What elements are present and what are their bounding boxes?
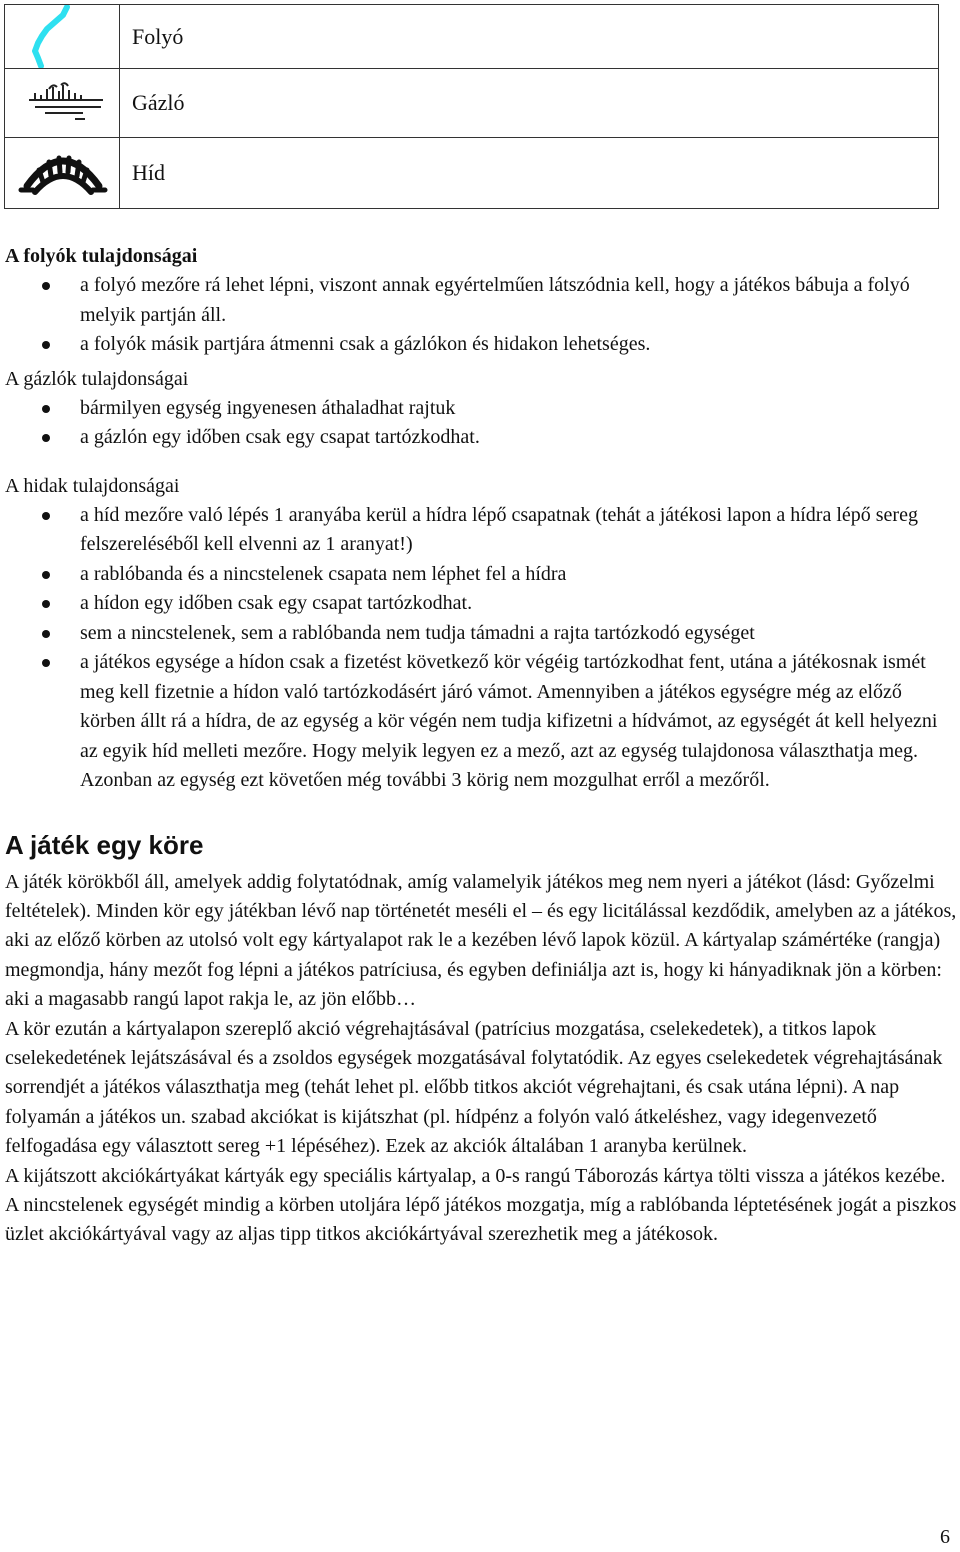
list-item: a hídon egy időben csak egy csapat tartózkodhat.	[5, 589, 957, 619]
ford-icon	[5, 69, 119, 137]
fords-heading: A gázlók tulajdonságai	[5, 367, 189, 390]
round-paragraph: A kör ezután a kártyalapon szereplő akció végrehajtásával (patrícius mozgatása, cselekedetek), a titkos lapok cselekedetének lejátszásával és a zsoldos egységek mozgatásával folytatódik. Az egyes cselekedetek végrehajtásának sorrendjét a játékos választhatja meg (tehát lehet pl. előbb titkos akciót végrehajtani, és csak utána lépni). A nap folyamán a játékos un. szabad akciókat is kijátszhat (pl. hídpénz a folyón való átkeléshez, vagy idegenvezető felfogadása egy választott sereg +1 lépéséhez). Ezek az akciók általában 1 aranyba kerülnek.	[5, 1017, 943, 1158]
list-item: sem a nincstelenek, sem a rablóbanda nem tudja támadni a rajta tartózkodó egységet	[5, 619, 957, 649]
legend-label-ford: Gázló	[120, 69, 939, 138]
list-item: a híd mezőre való lépés 1 aranyába kerül a hídra lépő csapatnak (tehát a játékosi lapon a hídra lépő sereg felszereléséből kell elvenni az 1 aranyat!)	[5, 501, 957, 560]
rivers-heading: A folyók tulajdonságai	[5, 245, 198, 267]
list-item: a folyók másik partjára átmenni csak a gázlókon és hidakon lehetséges.	[5, 330, 957, 360]
legend-icon-cell	[5, 138, 120, 209]
bridge-icon	[5, 138, 119, 208]
round-paragraph: A játék körökből áll, amelyek addig folytatódnak, amíg valamelyik játékos meg nem nyeri a játékot (lásd: Győzelmi feltételek). Minden kör egy játékban lévő nap történetét meséli el – és egy licitálással kezdődik, amelyben az a játékos, aki az előző körben az utolsó volt egy kártyalapot rak le a kezében lévő lapok közül. A kártyalap számértéke (rangja) megmondja, hány mezőt fog lépni a játékos patríciusa, és egyben definiálja azt is, hogy ki hányadiknak jön a körben: aki a magasabb rangú lapot rakja le, az jön előbb…	[5, 870, 957, 1011]
list-item: a rablóbanda és a nincstelenek csapata nem léphet fel a hídra	[5, 560, 957, 590]
legend-row-bridge	[5, 138, 939, 209]
list-item: a játékos egysége a hídon csak a fizetést következő kör végéig tartózkodhat fent, utána a játékosnak ismét meg kell fizetnie a hídon való tartózkodásért járó vámot. Amennyiben a játékos egységre még az előző körben állt rá a hídra, de az egység a kör végén nem tudja kifizetni a hídvámot, az egységét át kell helyezni az egyik híd melleti mezőre. Hogy melyik legyen ez a mező, azt az egység tulajdonosa választhatja meg. Azonban az egység ezt követően még további 3 körig nem mozgulhat erről a mezőről.	[5, 648, 957, 796]
legend-row-ford	[5, 69, 939, 138]
terrain-legend-table	[4, 4, 939, 209]
rivers-list	[5, 271, 957, 360]
river-icon	[5, 5, 119, 68]
round-heading: A játék egy köre	[5, 829, 204, 860]
legend-label-river: Folyó	[120, 5, 939, 69]
fords-list	[5, 394, 957, 453]
legend-row-river	[5, 5, 939, 69]
legend-label-bridge: Híd	[120, 138, 939, 209]
round-paragraph: A kijátszott akciókártyákat kártyák egy speciális kártyalap, a 0-s rangú Táborozás kártya tölti vissza a játékos kezébe.	[5, 1164, 946, 1187]
list-item: a folyó mezőre rá lehet lépni, viszont annak egyértelműen látszódnia kell, hogy a játékos bábuja a folyó melyik partján áll.	[5, 271, 957, 330]
legend-icon-cell	[5, 5, 120, 69]
list-item: bármilyen egység ingyenesen áthaladhat rajtuk	[5, 394, 957, 424]
legend-icon-cell	[5, 69, 120, 138]
round-paragraph: A nincstelenek egységét mindig a körben utoljára lépő játékos mozgatja, míg a rablóbanda léptetésének jogát a piszkos üzlet akciókártyával vagy az aljas tipp titkos akciókártyával szerezhetik meg a játékosok.	[5, 1193, 957, 1246]
list-item: a gázlón egy időben csak egy csapat tartózkodhat.	[5, 423, 957, 453]
bridges-list	[5, 501, 957, 796]
document-body	[5, 241, 957, 1250]
bridges-heading: A hidak tulajdonságai	[5, 474, 180, 497]
page-number: 6	[940, 1526, 950, 1548]
